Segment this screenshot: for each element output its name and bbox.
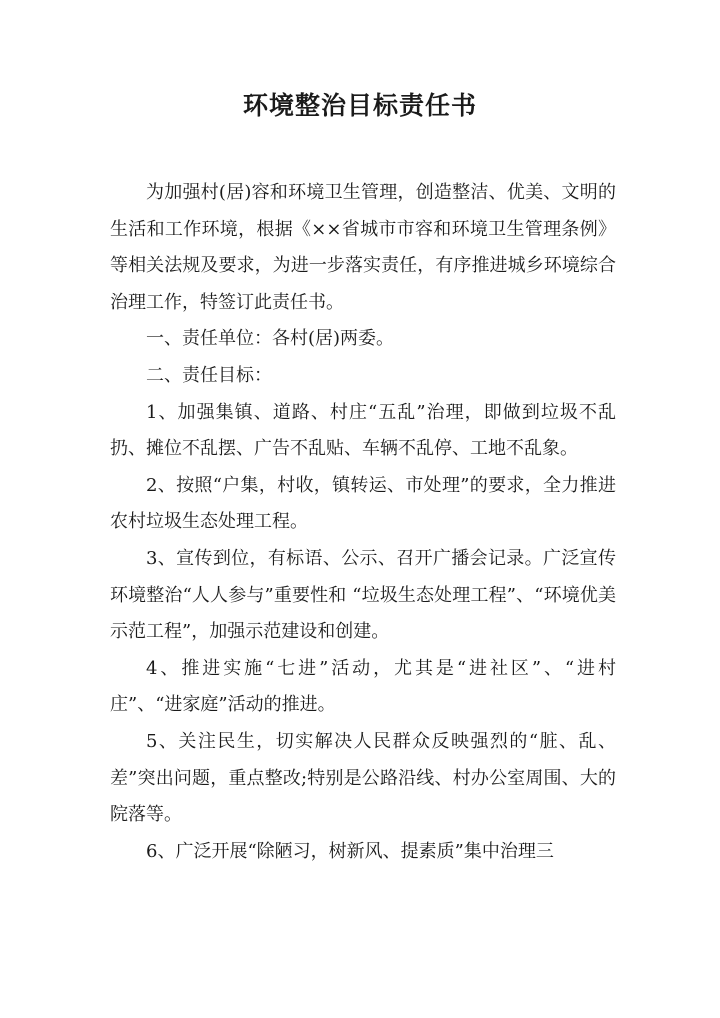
paragraph-target-2: 2、按照“户集，村收，镇转运、市处理”的要求，全力推进农村垃圾生态处理工程。 bbox=[110, 474, 616, 533]
document-title: 环境整治目标责任书 bbox=[242, 91, 477, 120]
document-body bbox=[110, 175, 616, 870]
paragraph-target-5: 5、关注民生，切实解决人民群众反映强烈的“脏、乱、差”突出问题，重点整改;特别是公路沿线、村办公室周围、大的院落等。 bbox=[110, 730, 616, 826]
paragraph-target-4: 4、推进实施“七进”活动，尤其是“进社区”、“进村庄”、“进家庭”活动的推进。 bbox=[110, 657, 616, 716]
paragraph-target-3: 3、宣传到位，有标语、公示、召开广播会记录。广泛宣传环境整治“人人参与”重要性和 “垃圾生态处理工程”、“环境优美示范工程”，加强示范建设和创建。 bbox=[110, 547, 616, 643]
paragraph-target-6: 6、广泛开展“除陋习，树新风、提素质”集中治理三 bbox=[146, 840, 554, 862]
paragraph-intro: 为加强村(居)容和环境卫生管理，创造整洁、优美、文明的生活和工作环境，根据《××省城市市容和环境卫生管理条例》等相关法规及要求，为进一步落实责任，有序推进城乡环境综合治理工作，特签订此责任书。 bbox=[110, 182, 616, 313]
paragraph-responsible-unit: 一、责任单位：各村(居)两委。 bbox=[146, 328, 395, 350]
paragraph-targets-heading: 二、责任目标： bbox=[146, 364, 272, 386]
paragraph-target-1: 1、加强集镇、道路、村庄“五乱”治理，即做到垃圾不乱扔、摊位不乱摆、广告不乱贴、车辆不乱停、工地不乱象。 bbox=[110, 401, 616, 460]
